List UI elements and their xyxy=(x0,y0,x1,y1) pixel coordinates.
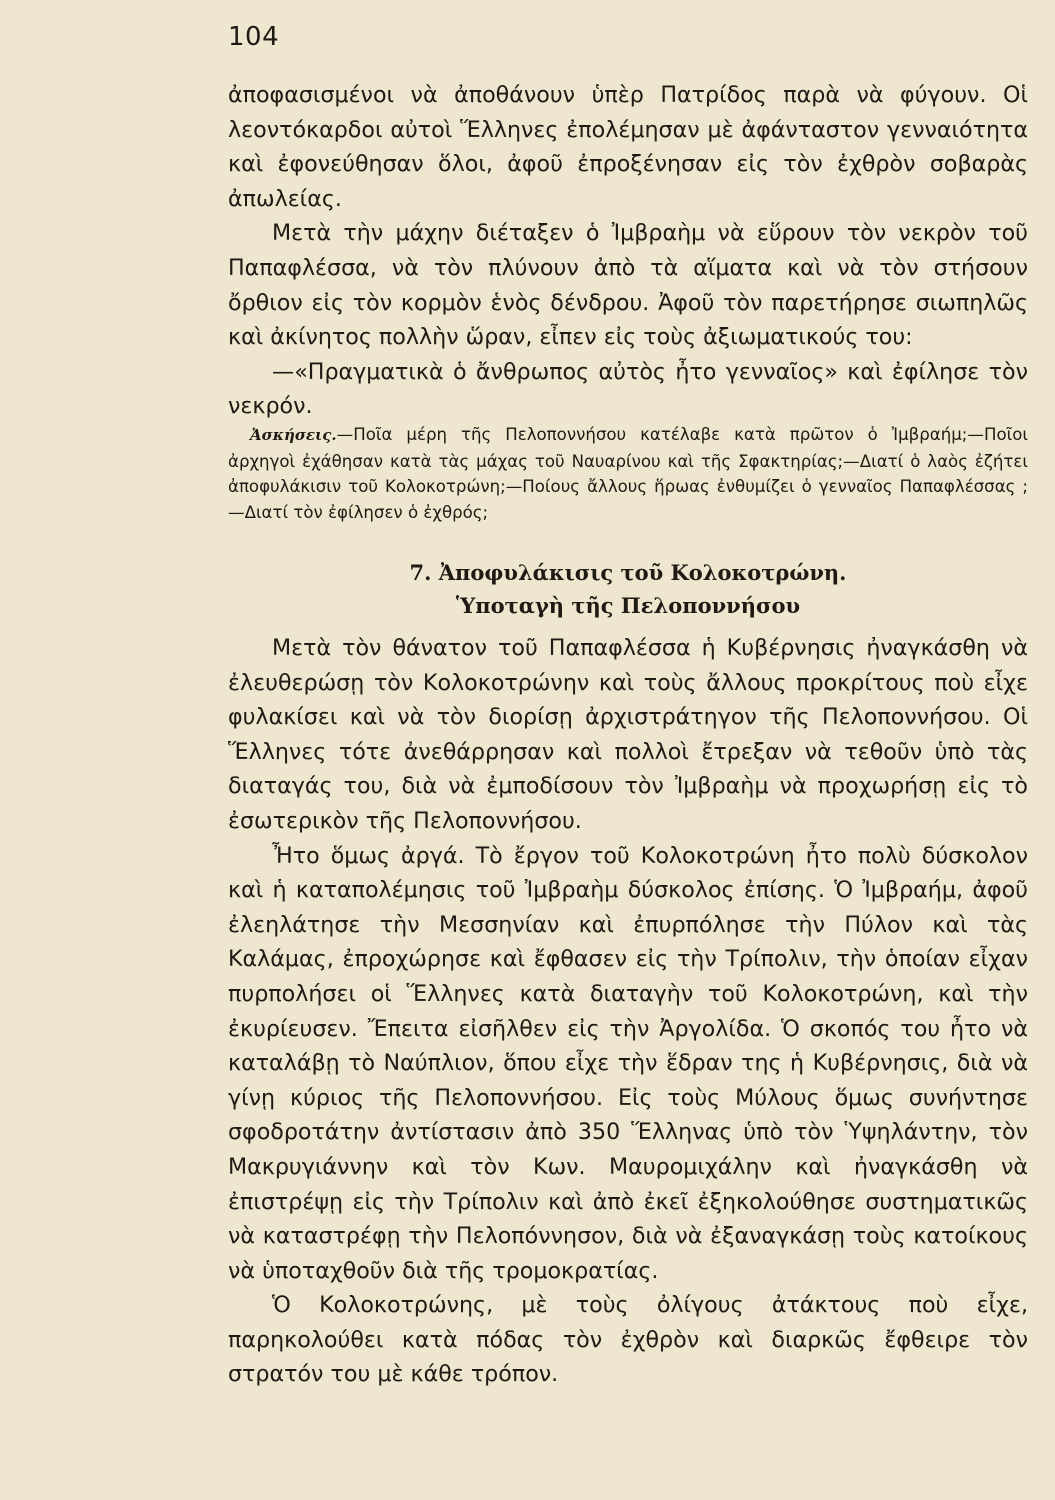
section-heading xyxy=(228,556,1028,622)
paragraph-ibrahim-advance: Ἦτο ὅμως ἀργά. Τὸ ἔργον τοῦ Κολοκοτρώνη ἦτο πολὺ δύσκολον καὶ ἡ καταπολέμησις τοῦ Ἰμβραὴμ δύσκολος ἐπίσης. Ὁ Ἰμβραήμ, ἀφοῦ ἐλεηλάτησε τὴν Μεσσηνίαν καὶ ἐπυρπόλησε τὴν Πύλον καὶ τὰς Καλάμας, ἐπροχώρησε καὶ ἔφθασεν εἰς τὴν Τρίπολιν, τὴν ὁποίαν εἶχαν πυρπολήσει οἱ Ἕλληνες κατὰ διαταγὴν τοῦ Κολοκοτρώνη, καὶ τὴν ἐκυρίευσεν. Ἔπειτα εἰσῆλθεν εἰς τὴν Ἀργολίδα. Ὁ σκοπός του ἦτο νὰ καταλάβῃ τὸ Ναύπλιον, ὅπου εἶχε τὴν ἕδραν της ἡ Κυβέρνησις, διὰ νὰ γίνῃ κύριος τῆς Πελοποννήσου. Εἰς τοὺς Μύλους ὅμως συνήντησε σφοδροτάτην ἀντίστασιν ἀπὸ 350 Ἕλληνας ὑπὸ τὸν Ὑψηλάντην, τὸν Μακρυγιάννην καὶ τὸν Κων. Μαυρομιχάλην καὶ ἠναγκάσθη νὰ ἐπιστρέψῃ εἰς τὴν Τρίπολιν καὶ ἀπὸ ἐκεῖ ἐξηκολούθησε συστηματικῶς νὰ καταστρέφῃ τὴν Πελοπόννησον, διὰ νὰ ἐξαναγκάσῃ τοὺς κατοίκους νὰ ὑποταχθοῦν διὰ τῆς τρομοκρατίας. xyxy=(228,842,1028,1284)
paragraph-kolokotronis-pursuit: Ὁ Κολοκοτρώνης, μὲ τοὺς ὀλίγους ἀτάκτους ποὺ εἶχε, παρηκολούθει κατὰ πόδας τὸν ἐχθρὸν καὶ διαρκῶς ἔφθειρε τὸν στρατόν του μὲ κάθε τρόπον. xyxy=(228,1292,1028,1388)
section-text-block xyxy=(228,631,1028,1392)
top-text-block xyxy=(228,78,1028,424)
paragraph-release-kolokotronis: Μετὰ τὸν θάνατον τοῦ Παπαφλέσσα ἡ Κυβέρνησις ἠναγκάσθη νὰ ἐλευθερώσῃ τὸν Κολοκοτρώνην καὶ τοὺς ἄλλους προκρίτους ποὺ εἶχε φυλακίσει καὶ νὰ τὸν διορίσῃ ἀρχιστράτηγον τῆς Πελοποννήσου. Οἱ Ἕλληνες τότε ἀνεθάρρησαν καὶ πολλοὶ ἔτρεξαν νὰ τεθοῦν ὑπὸ τὰς διαταγάς του, διὰ νὰ ἐμποδίσουν τὸν Ἰμβραὴμ νὰ προχωρήσῃ εἰς τὸ ἐσωτερικὸν τῆς Πελοποννήσου. xyxy=(228,635,1028,834)
exercises-questions: —Ποῖα μέρη τῆς Πελοποννήσου κατέλαβε κατὰ πρῶτον ὁ Ἰμβραήμ;—Ποῖοι ἀρχηγοὶ ἐχάθησαν κατὰ τὰς μάχας τοῦ Ναυαρίνου καὶ τῆς Σφακτηρίας;—Διατί ὁ λαὸς ἐζήτει ἀποφυλάκισιν τοῦ Κολοκοτρώνη;—Ποίους ἄλλους ἥρωας ἐνθυμίζει ὁ γενναῖος Παπαφλέσσας ;—Διατί τὸν ἐφίλησεν ὁ ἐχθρός; xyxy=(228,425,1028,522)
paragraph-battle-end: ἀποφασισμένοι νὰ ἀποθάνουν ὑπὲρ Πατρίδος παρὰ νὰ φύγουν. Οἱ λεοντόκαρδοι αὐτοὶ Ἕλληνες ἐπολέμησαν μὲ ἀφάνταστον γενναιότητα καὶ ἐφονεύθησαν ὅλοι, ἀφοῦ ἐπροξένησαν εἰς τὸν ἐχθρὸν σοβαρὰς ἀπωλείας. xyxy=(228,82,1028,212)
paragraph-ibrahim-quote: —«Πραγματικὰ ὁ ἄνθρωπος αὐτὸς ἦτο γενναῖος» καὶ ἐφίλησε τὸν νεκρόν. xyxy=(228,358,1028,420)
exercises-block xyxy=(228,422,1028,525)
page-number: 104 xyxy=(228,22,280,52)
section-heading-subtitle: Ὑποταγὴ τῆς Πελοποννήσου xyxy=(455,593,801,618)
exercises-label: Ἀσκήσεις. xyxy=(250,426,337,444)
paragraph-ibrahim-corpse: Μετὰ τὴν μάχην διέταξεν ὁ Ἰμβραὴμ νὰ εὕρουν τὸν νεκρὸν τοῦ Παπαφλέσσα, νὰ τὸν πλύνουν ἀπὸ τὰ αἵματα καὶ νὰ τὸν στήσουν ὄρθιον εἰς τὸν κορμὸν ἑνὸς δένδρου. Ἀφοῦ τὸν παρετήρησε σιωπηλῶς καὶ ἀκίνητος πολλὴν ὥραν, εἶπεν εἰς τοὺς ἀξιωματικούς του: xyxy=(228,220,1028,351)
section-heading-title: 7. Ἀποφυλάκισις τοῦ Κολοκοτρώνη. xyxy=(409,560,847,585)
exercises-paragraph xyxy=(228,422,1028,525)
